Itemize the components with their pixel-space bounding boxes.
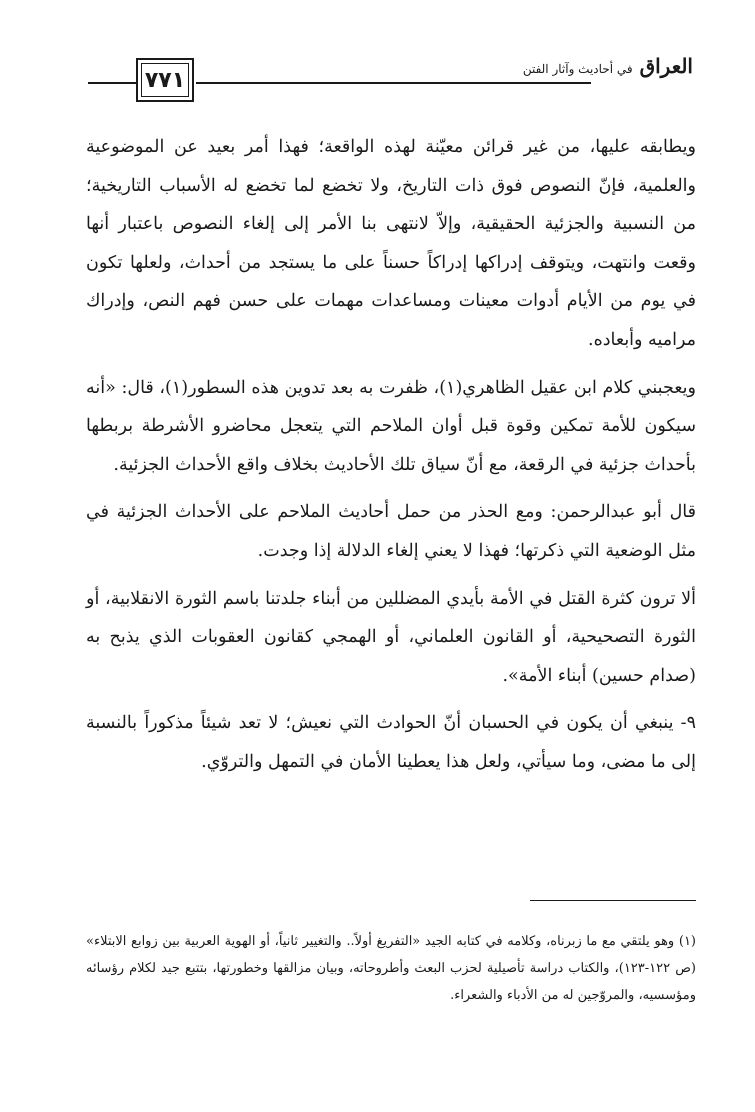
footnotes [86, 928, 696, 1009]
page-number-box [136, 58, 194, 102]
book-title: العراق [639, 54, 693, 78]
book-subtitle: في أحاديث وآثار الفتن [522, 62, 633, 76]
main-text [86, 128, 696, 791]
header-rule-left [88, 82, 136, 84]
paragraph: ويعجبني كلام ابن عقيل الظاهري(١)، ظفرت به بعد تدوين هذه السطور(١)، قال: «أنه سيكون للأمة تمكين وقوة قبل أوان الملاحم التي يتعجل محاضرو الأشرطة بربطها بأحداث جزئية في الرقعة، مع أنّ سياق تلك الأحاديث بخلاف واقع الأحداث الجزئية. [86, 377, 697, 475]
paragraph: ويطابقه عليها، من غير قرائن معيّنة لهذه الواقعة؛ فهذا أمر بعيد عن الموضوعية والعلمية، فإنّ النصوص فوق ذات التاريخ، ولا تخضع لما تخضع له الأسباب التاريخية؛ من النسبية والجزئية الحقيقية، وإلاّ لانتهى بنا الأمر إلى إلغاء النصوص باعتبار أنها وقعت وانتهت، ويتوقف إدراكها إدراكاً حسناً على ما يستجد من أحداث، ولعلها تكون في يوم من الأيام أدوات معينات ومساعدات مهمات على حسن فهم النص، وإدراك مراميه وأبعاده. [86, 137, 696, 350]
paragraph: ٩- ينبغي أن يكون في الحسبان أنّ الحوادث التي نعيش؛ لا تعد شيئاً مذكوراً بالنسبة إلى ما مضى، وما سيأتي، ولعل هذا يعطينا الأمان في التمهل والتروّي. [86, 713, 696, 772]
footnote-separator [530, 900, 696, 901]
paragraph: قال أبو عبدالرحمن: ومع الحذر من حمل أحاديث الملاحم على الأحداث الجزئية في مثل الوضعية التي ذكرتها؛ فهذا لا يعني إلغاء الدلالة إذا وجدت. [86, 502, 696, 561]
running-title [523, 54, 693, 78]
page-header [88, 52, 693, 112]
page-number: ٧٧١ [144, 67, 186, 93]
paragraph: ألا ترون كثرة القتل في الأمة بأيدي المضللين من أبناء جلدتنا باسم الثورة الانقلابية، أو الثورة التصحيحية، أو القانون العلماني، أو الهمجي كقانون العقوبات الذي يذبح به (صدام حسين) أبناء الأمة». [86, 588, 696, 686]
header-rule-right [196, 82, 591, 84]
footnote: (١) وهو يلتقي مع ما زبرناه، وكلامه في كتابه الجيد «التفريغ أولاً.. والتغيير ثانياً، أو الهوية العربية بين زوابع الابتلاء» (ص ١٢٢-١٢٣)، والكتاب دراسة تأصيلية لحزب البعث وأطروحاته، وبيان مزالقها وخطورتها، بتتبع جيد لكلام رؤسائه ومؤسسيه، والمروّجين له من الأدباء والشعراء. [86, 934, 696, 1003]
